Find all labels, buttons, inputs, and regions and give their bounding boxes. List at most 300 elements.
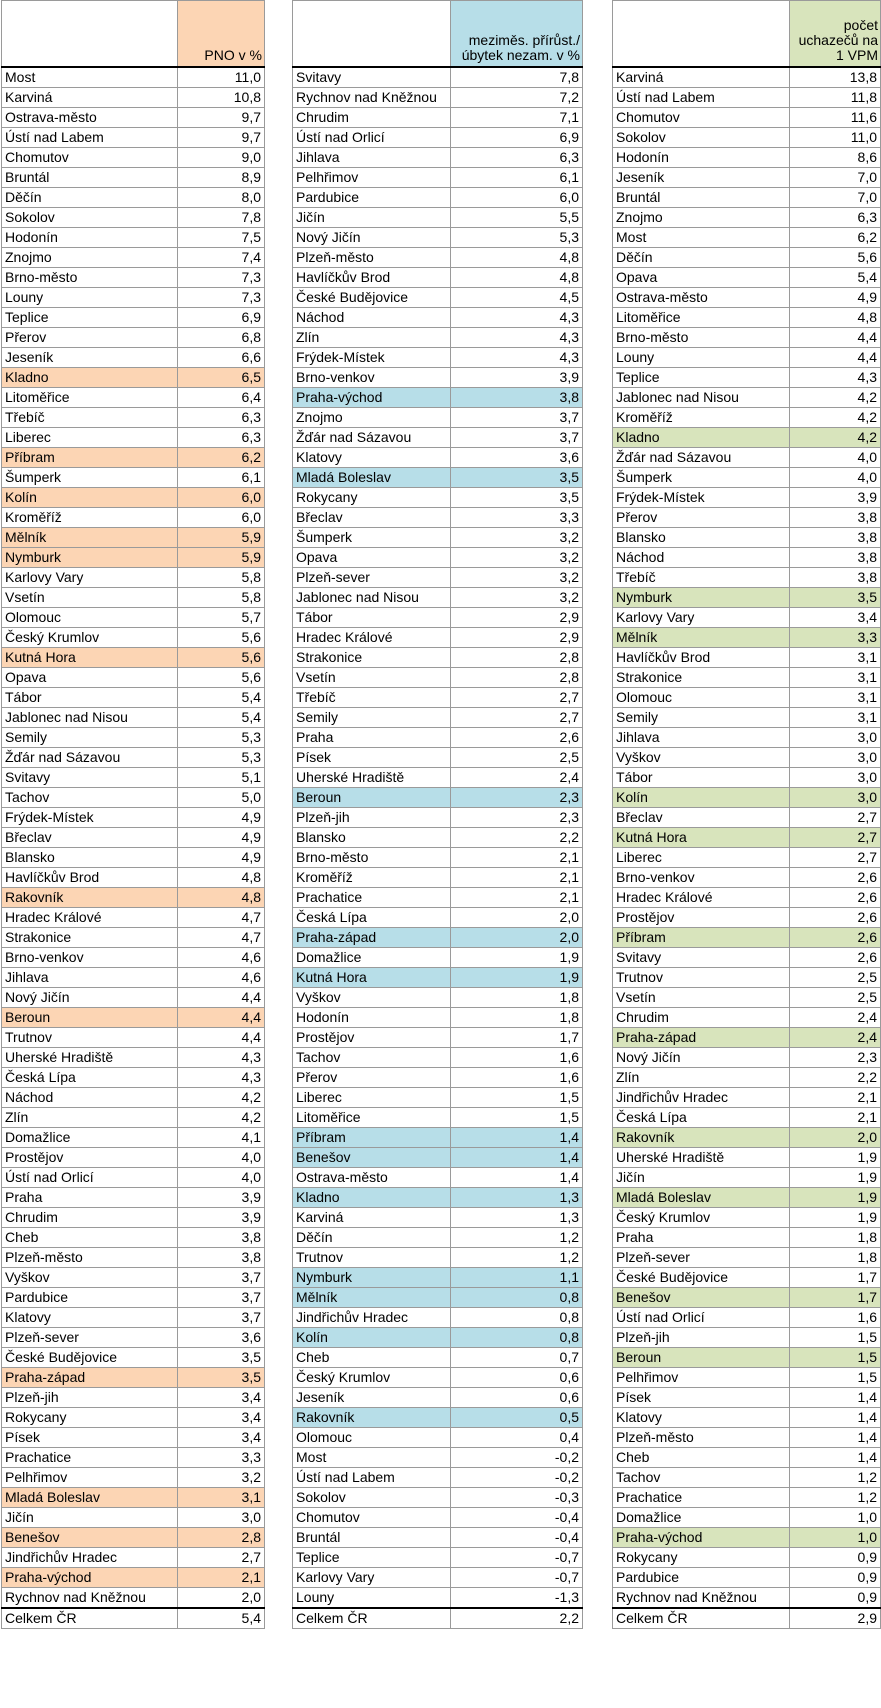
district-value: 5,3 bbox=[178, 747, 265, 767]
district-name: Ústí nad Orlicí bbox=[613, 1307, 790, 1327]
district-value: 1,8 bbox=[451, 1007, 583, 1027]
district-value: 11,0 bbox=[178, 67, 265, 88]
district-value: 4,6 bbox=[178, 967, 265, 987]
table-row bbox=[613, 1147, 881, 1167]
district-value: 1,5 bbox=[451, 1107, 583, 1127]
table-row bbox=[2, 987, 265, 1007]
table-row bbox=[2, 1067, 265, 1087]
district-value: 4,9 bbox=[790, 287, 881, 307]
total-row bbox=[293, 1608, 583, 1629]
district-value: 3,5 bbox=[451, 487, 583, 507]
district-value: 1,9 bbox=[451, 947, 583, 967]
prirustek-table bbox=[292, 0, 583, 1629]
header-row bbox=[293, 1, 583, 67]
district-name: Plzeň-sever bbox=[613, 1247, 790, 1267]
table-row bbox=[2, 947, 265, 967]
district-value: 4,2 bbox=[790, 427, 881, 447]
district-name: Litoměřice bbox=[2, 387, 178, 407]
district-name: Jablonec nad Nisou bbox=[2, 707, 178, 727]
district-name: Kutná Hora bbox=[2, 647, 178, 667]
table-row bbox=[613, 787, 881, 807]
district-name: Plzeň-město bbox=[613, 1427, 790, 1447]
table-row bbox=[613, 1407, 881, 1427]
district-value: 7,0 bbox=[790, 167, 881, 187]
district-value: -0,7 bbox=[451, 1547, 583, 1567]
district-name: Zlín bbox=[613, 1067, 790, 1087]
table-row bbox=[2, 207, 265, 227]
table-row bbox=[2, 247, 265, 267]
district-value: 6,1 bbox=[451, 167, 583, 187]
table-row bbox=[293, 407, 583, 427]
table-row bbox=[613, 1187, 881, 1207]
district-value: 4,0 bbox=[178, 1147, 265, 1167]
district-name: Havlíčkův Brod bbox=[613, 647, 790, 667]
district-value: 0,4 bbox=[451, 1427, 583, 1447]
district-name: Prachatice bbox=[293, 887, 451, 907]
district-name: České Budějovice bbox=[293, 287, 451, 307]
table-row bbox=[2, 647, 265, 667]
district-value: 4,9 bbox=[178, 847, 265, 867]
district-value: 1,5 bbox=[790, 1327, 881, 1347]
table-row bbox=[613, 1247, 881, 1267]
district-name: Karlovy Vary bbox=[613, 607, 790, 627]
district-name: Jičín bbox=[293, 207, 451, 227]
district-name: Jindřichův Hradec bbox=[2, 1547, 178, 1567]
district-value: 1,3 bbox=[451, 1207, 583, 1227]
table-row bbox=[2, 307, 265, 327]
table-row bbox=[293, 1327, 583, 1347]
district-name: Nový Jičín bbox=[293, 227, 451, 247]
district-value: 4,3 bbox=[178, 1067, 265, 1087]
district-value: 4,9 bbox=[178, 807, 265, 827]
district-value: 4,0 bbox=[790, 447, 881, 467]
district-value: 2,2 bbox=[790, 1067, 881, 1087]
district-value: 4,3 bbox=[790, 367, 881, 387]
district-value: 4,8 bbox=[178, 867, 265, 887]
table-row bbox=[613, 647, 881, 667]
district-name: Rokycany bbox=[613, 1547, 790, 1567]
table-row bbox=[613, 507, 881, 527]
district-name: Ostrava-město bbox=[613, 287, 790, 307]
district-value: 3,3 bbox=[178, 1447, 265, 1467]
district-value: 11,8 bbox=[790, 87, 881, 107]
district-name: Beroun bbox=[293, 787, 451, 807]
district-value: 3,5 bbox=[178, 1367, 265, 1387]
district-value: 1,7 bbox=[451, 1027, 583, 1047]
district-name: Prostějov bbox=[613, 907, 790, 927]
district-name: Znojmo bbox=[293, 407, 451, 427]
district-name: Opava bbox=[613, 267, 790, 287]
table-row bbox=[293, 307, 583, 327]
district-value: 2,3 bbox=[451, 807, 583, 827]
district-value: 0,5 bbox=[451, 1407, 583, 1427]
district-name: Chomutov bbox=[2, 147, 178, 167]
district-value: 1,8 bbox=[790, 1247, 881, 1267]
district-value: 1,6 bbox=[451, 1067, 583, 1087]
district-value: 4,8 bbox=[790, 307, 881, 327]
table-row bbox=[613, 167, 881, 187]
table-row bbox=[2, 147, 265, 167]
table-row bbox=[613, 1207, 881, 1227]
district-name: Chrudim bbox=[613, 1007, 790, 1027]
table-row bbox=[2, 1487, 265, 1507]
table-row bbox=[613, 1487, 881, 1507]
district-name: Rakovník bbox=[293, 1407, 451, 1427]
table-row bbox=[2, 767, 265, 787]
table-row bbox=[613, 327, 881, 347]
district-name: Olomouc bbox=[2, 607, 178, 627]
district-value: 1,4 bbox=[790, 1407, 881, 1427]
district-value: 3,6 bbox=[451, 447, 583, 467]
header-blank-cell bbox=[293, 1, 451, 67]
district-name: Prachatice bbox=[2, 1447, 178, 1467]
total-value: 5,4 bbox=[178, 1608, 265, 1629]
district-value: 1,9 bbox=[790, 1187, 881, 1207]
district-name: Nymburk bbox=[2, 547, 178, 567]
district-name: Kladno bbox=[2, 367, 178, 387]
district-name: Hradec Králové bbox=[2, 907, 178, 927]
district-value: 3,8 bbox=[451, 387, 583, 407]
district-name: Havlíčkův Brod bbox=[2, 867, 178, 887]
district-name: Jablonec nad Nisou bbox=[613, 387, 790, 407]
table-row bbox=[293, 1347, 583, 1367]
district-value: 3,9 bbox=[451, 367, 583, 387]
table-row bbox=[613, 907, 881, 927]
table-row bbox=[613, 1227, 881, 1247]
district-value: 2,6 bbox=[790, 927, 881, 947]
district-value: 13,8 bbox=[790, 67, 881, 88]
district-name: Plzeň-jih bbox=[293, 807, 451, 827]
district-name: Jičín bbox=[2, 1507, 178, 1527]
table-row bbox=[293, 87, 583, 107]
district-value: 7,4 bbox=[178, 247, 265, 267]
district-value: 1,0 bbox=[790, 1507, 881, 1527]
table-row bbox=[2, 747, 265, 767]
district-value: 4,4 bbox=[178, 1007, 265, 1027]
district-name: Tachov bbox=[293, 1047, 451, 1067]
table-row bbox=[2, 347, 265, 367]
table-row bbox=[2, 567, 265, 587]
district-name: Domažlice bbox=[2, 1127, 178, 1147]
district-value: 3,4 bbox=[178, 1427, 265, 1447]
table-row bbox=[293, 1507, 583, 1527]
district-value: -0,2 bbox=[451, 1447, 583, 1467]
district-name: Ústí nad Labem bbox=[613, 87, 790, 107]
table-row bbox=[2, 1087, 265, 1107]
table-row bbox=[613, 527, 881, 547]
district-name: Česká Lípa bbox=[293, 907, 451, 927]
table-row bbox=[2, 667, 265, 687]
district-value: 4,2 bbox=[178, 1087, 265, 1107]
district-value: 8,9 bbox=[178, 167, 265, 187]
table-row bbox=[613, 87, 881, 107]
district-name: Plzeň-město bbox=[293, 247, 451, 267]
district-name: Plzeň-jih bbox=[613, 1327, 790, 1347]
district-name: Písek bbox=[2, 1427, 178, 1447]
district-value: 4,3 bbox=[451, 327, 583, 347]
table-row bbox=[293, 167, 583, 187]
table-row bbox=[2, 1047, 265, 1067]
table-row bbox=[613, 207, 881, 227]
district-name: Plzeň-sever bbox=[293, 567, 451, 587]
table-row bbox=[613, 1127, 881, 1147]
district-name: Karviná bbox=[293, 1207, 451, 1227]
table-row bbox=[293, 1287, 583, 1307]
table-row bbox=[293, 1027, 583, 1047]
district-value: 5,1 bbox=[178, 767, 265, 787]
district-name: Třebíč bbox=[613, 567, 790, 587]
district-value: 3,0 bbox=[790, 787, 881, 807]
table-row bbox=[293, 787, 583, 807]
district-name: Teplice bbox=[613, 367, 790, 387]
district-value: 1,4 bbox=[451, 1147, 583, 1167]
district-name: Vsetín bbox=[2, 587, 178, 607]
table-row bbox=[613, 747, 881, 767]
header-cell: počet uchazečů na 1 VPM bbox=[790, 1, 881, 67]
district-name: Žďár nad Sázavou bbox=[2, 747, 178, 767]
district-name: Prostějov bbox=[293, 1027, 451, 1047]
district-name: Trutnov bbox=[293, 1247, 451, 1267]
table-row bbox=[2, 1407, 265, 1427]
district-value: 6,3 bbox=[178, 407, 265, 427]
district-name: Havlíčkův Brod bbox=[293, 267, 451, 287]
table-row bbox=[293, 807, 583, 827]
district-name: Rychnov nad Kněžnou bbox=[613, 1587, 790, 1608]
district-value: 3,3 bbox=[790, 627, 881, 647]
district-value: 1,4 bbox=[790, 1427, 881, 1447]
district-name: Břeclav bbox=[293, 507, 451, 527]
table-row bbox=[613, 867, 881, 887]
table-row bbox=[293, 707, 583, 727]
district-value: 2,5 bbox=[790, 987, 881, 1007]
district-name: Kutná Hora bbox=[613, 827, 790, 847]
table-row bbox=[293, 1427, 583, 1447]
district-name: České Budějovice bbox=[2, 1347, 178, 1367]
district-value: 4,2 bbox=[790, 407, 881, 427]
table-row bbox=[293, 1087, 583, 1107]
district-name: Karlovy Vary bbox=[293, 1567, 451, 1587]
district-name: Praha bbox=[293, 727, 451, 747]
table-row bbox=[613, 1087, 881, 1107]
table-row bbox=[2, 887, 265, 907]
district-value: 3,1 bbox=[178, 1487, 265, 1507]
table-row bbox=[2, 1167, 265, 1187]
table-row bbox=[613, 1047, 881, 1067]
district-value: 2,9 bbox=[451, 607, 583, 627]
district-name: Svitavy bbox=[613, 947, 790, 967]
table-row bbox=[293, 1587, 583, 1608]
table-row bbox=[293, 1167, 583, 1187]
district-name: Praha-východ bbox=[613, 1527, 790, 1547]
district-name: Jindřichův Hradec bbox=[293, 1307, 451, 1327]
table-row bbox=[293, 387, 583, 407]
table-row bbox=[2, 1147, 265, 1167]
district-name: Opava bbox=[2, 667, 178, 687]
district-name: Mělník bbox=[613, 627, 790, 647]
table-row bbox=[2, 487, 265, 507]
district-value: 1,3 bbox=[451, 1187, 583, 1207]
table-row bbox=[2, 127, 265, 147]
district-value: 4,7 bbox=[178, 907, 265, 927]
table-row bbox=[293, 467, 583, 487]
table-row bbox=[2, 467, 265, 487]
table-row bbox=[293, 667, 583, 687]
table-row bbox=[293, 1047, 583, 1067]
table-row bbox=[293, 247, 583, 267]
district-name: Šumperk bbox=[613, 467, 790, 487]
table-row bbox=[613, 547, 881, 567]
district-name: Břeclav bbox=[2, 827, 178, 847]
total-value: 2,2 bbox=[451, 1608, 583, 1629]
district-name: Klatovy bbox=[293, 447, 451, 467]
district-name: Plzeň-sever bbox=[2, 1327, 178, 1347]
district-name: Most bbox=[613, 227, 790, 247]
table-row bbox=[613, 307, 881, 327]
district-value: 0,8 bbox=[451, 1307, 583, 1327]
table-row bbox=[2, 1027, 265, 1047]
district-value: 1,2 bbox=[790, 1467, 881, 1487]
district-value: 4,9 bbox=[178, 827, 265, 847]
district-value: 0,8 bbox=[451, 1287, 583, 1307]
district-value: 3,7 bbox=[451, 407, 583, 427]
district-value: 2,7 bbox=[790, 847, 881, 867]
district-name: Rychnov nad Kněžnou bbox=[293, 87, 451, 107]
table-row bbox=[613, 487, 881, 507]
district-value: 2,6 bbox=[790, 907, 881, 927]
district-value: 6,8 bbox=[178, 327, 265, 347]
district-name: Pelhřimov bbox=[293, 167, 451, 187]
district-value: 0,6 bbox=[451, 1387, 583, 1407]
district-name: Zlín bbox=[293, 327, 451, 347]
table-row bbox=[2, 607, 265, 627]
district-value: 2,3 bbox=[451, 787, 583, 807]
district-name: Kolín bbox=[613, 787, 790, 807]
table-row bbox=[293, 67, 583, 88]
table-row bbox=[293, 207, 583, 227]
table-row bbox=[613, 1347, 881, 1367]
district-name: Semily bbox=[613, 707, 790, 727]
district-name: Přerov bbox=[293, 1067, 451, 1087]
district-name: Olomouc bbox=[293, 1427, 451, 1447]
district-name: Třebíč bbox=[2, 407, 178, 427]
table-row bbox=[2, 907, 265, 927]
table-row bbox=[613, 67, 881, 88]
district-name: Praha bbox=[613, 1227, 790, 1247]
table-row bbox=[613, 567, 881, 587]
district-name: Ústí nad Orlicí bbox=[293, 127, 451, 147]
district-name: Brno-venkov bbox=[293, 367, 451, 387]
district-value: 0,9 bbox=[790, 1547, 881, 1567]
district-name: Liberec bbox=[2, 427, 178, 447]
district-name: Louny bbox=[2, 287, 178, 307]
district-value: 3,7 bbox=[178, 1287, 265, 1307]
district-value: 3,2 bbox=[451, 567, 583, 587]
district-name: Bruntál bbox=[2, 167, 178, 187]
district-value: 5,4 bbox=[178, 687, 265, 707]
district-value: 7,8 bbox=[451, 67, 583, 88]
district-name: Česká Lípa bbox=[613, 1107, 790, 1127]
district-name: Český Krumlov bbox=[293, 1367, 451, 1387]
district-name: Domažlice bbox=[293, 947, 451, 967]
district-value: 3,8 bbox=[178, 1247, 265, 1267]
district-name: Praha-východ bbox=[293, 387, 451, 407]
table-row bbox=[613, 1027, 881, 1047]
district-name: Liberec bbox=[613, 847, 790, 867]
district-name: Tábor bbox=[2, 687, 178, 707]
district-value: 4,7 bbox=[178, 927, 265, 947]
district-name: Kladno bbox=[293, 1187, 451, 1207]
district-value: 6,3 bbox=[178, 427, 265, 447]
table-row bbox=[613, 287, 881, 307]
total-label: Celkem ČR bbox=[613, 1608, 790, 1629]
district-value: 3,8 bbox=[790, 567, 881, 587]
district-value: 2,4 bbox=[790, 1007, 881, 1027]
district-value: 1,6 bbox=[790, 1307, 881, 1327]
district-name: Blansko bbox=[293, 827, 451, 847]
table-row bbox=[293, 1147, 583, 1167]
district-value: 4,4 bbox=[790, 347, 881, 367]
district-name: Kutná Hora bbox=[293, 967, 451, 987]
district-name: Český Krumlov bbox=[2, 627, 178, 647]
district-name: Benešov bbox=[2, 1527, 178, 1547]
district-name: Příbram bbox=[613, 927, 790, 947]
district-name: Znojmo bbox=[613, 207, 790, 227]
district-value: 4,0 bbox=[178, 1167, 265, 1187]
table-row bbox=[2, 67, 265, 88]
district-name: Mladá Boleslav bbox=[2, 1487, 178, 1507]
district-name: Tachov bbox=[2, 787, 178, 807]
table-row bbox=[293, 327, 583, 347]
district-value: 5,6 bbox=[178, 647, 265, 667]
district-name: Tábor bbox=[613, 767, 790, 787]
table-row bbox=[613, 987, 881, 1007]
district-value: 1,4 bbox=[451, 1127, 583, 1147]
district-name: Žďár nad Sázavou bbox=[293, 427, 451, 447]
table-row bbox=[2, 687, 265, 707]
district-value: 3,1 bbox=[790, 647, 881, 667]
district-name: Jihlava bbox=[2, 967, 178, 987]
table-row bbox=[613, 827, 881, 847]
district-value: 3,0 bbox=[790, 767, 881, 787]
table-row bbox=[2, 627, 265, 647]
table-row bbox=[2, 807, 265, 827]
district-name: Zlín bbox=[2, 1107, 178, 1127]
district-value: 3,2 bbox=[451, 527, 583, 547]
district-value: 2,0 bbox=[451, 927, 583, 947]
district-name: Nový Jičín bbox=[2, 987, 178, 1007]
table-row bbox=[2, 427, 265, 447]
district-value: 3,0 bbox=[790, 747, 881, 767]
district-name: Teplice bbox=[2, 307, 178, 327]
district-value: 2,6 bbox=[790, 887, 881, 907]
district-value: 11,0 bbox=[790, 127, 881, 147]
district-name: Hradec Králové bbox=[293, 627, 451, 647]
table-row bbox=[293, 847, 583, 867]
district-value: 5,6 bbox=[790, 247, 881, 267]
district-value: 2,7 bbox=[790, 807, 881, 827]
district-value: 6,0 bbox=[178, 507, 265, 527]
district-name: Louny bbox=[613, 347, 790, 367]
district-name: Šumperk bbox=[293, 527, 451, 547]
district-value: 1,9 bbox=[790, 1147, 881, 1167]
table-row bbox=[293, 447, 583, 467]
table-row bbox=[293, 487, 583, 507]
district-value: 0,9 bbox=[790, 1567, 881, 1587]
district-name: Mělník bbox=[293, 1287, 451, 1307]
table-row bbox=[2, 1447, 265, 1467]
district-value: 2,1 bbox=[790, 1107, 881, 1127]
table-row bbox=[293, 267, 583, 287]
